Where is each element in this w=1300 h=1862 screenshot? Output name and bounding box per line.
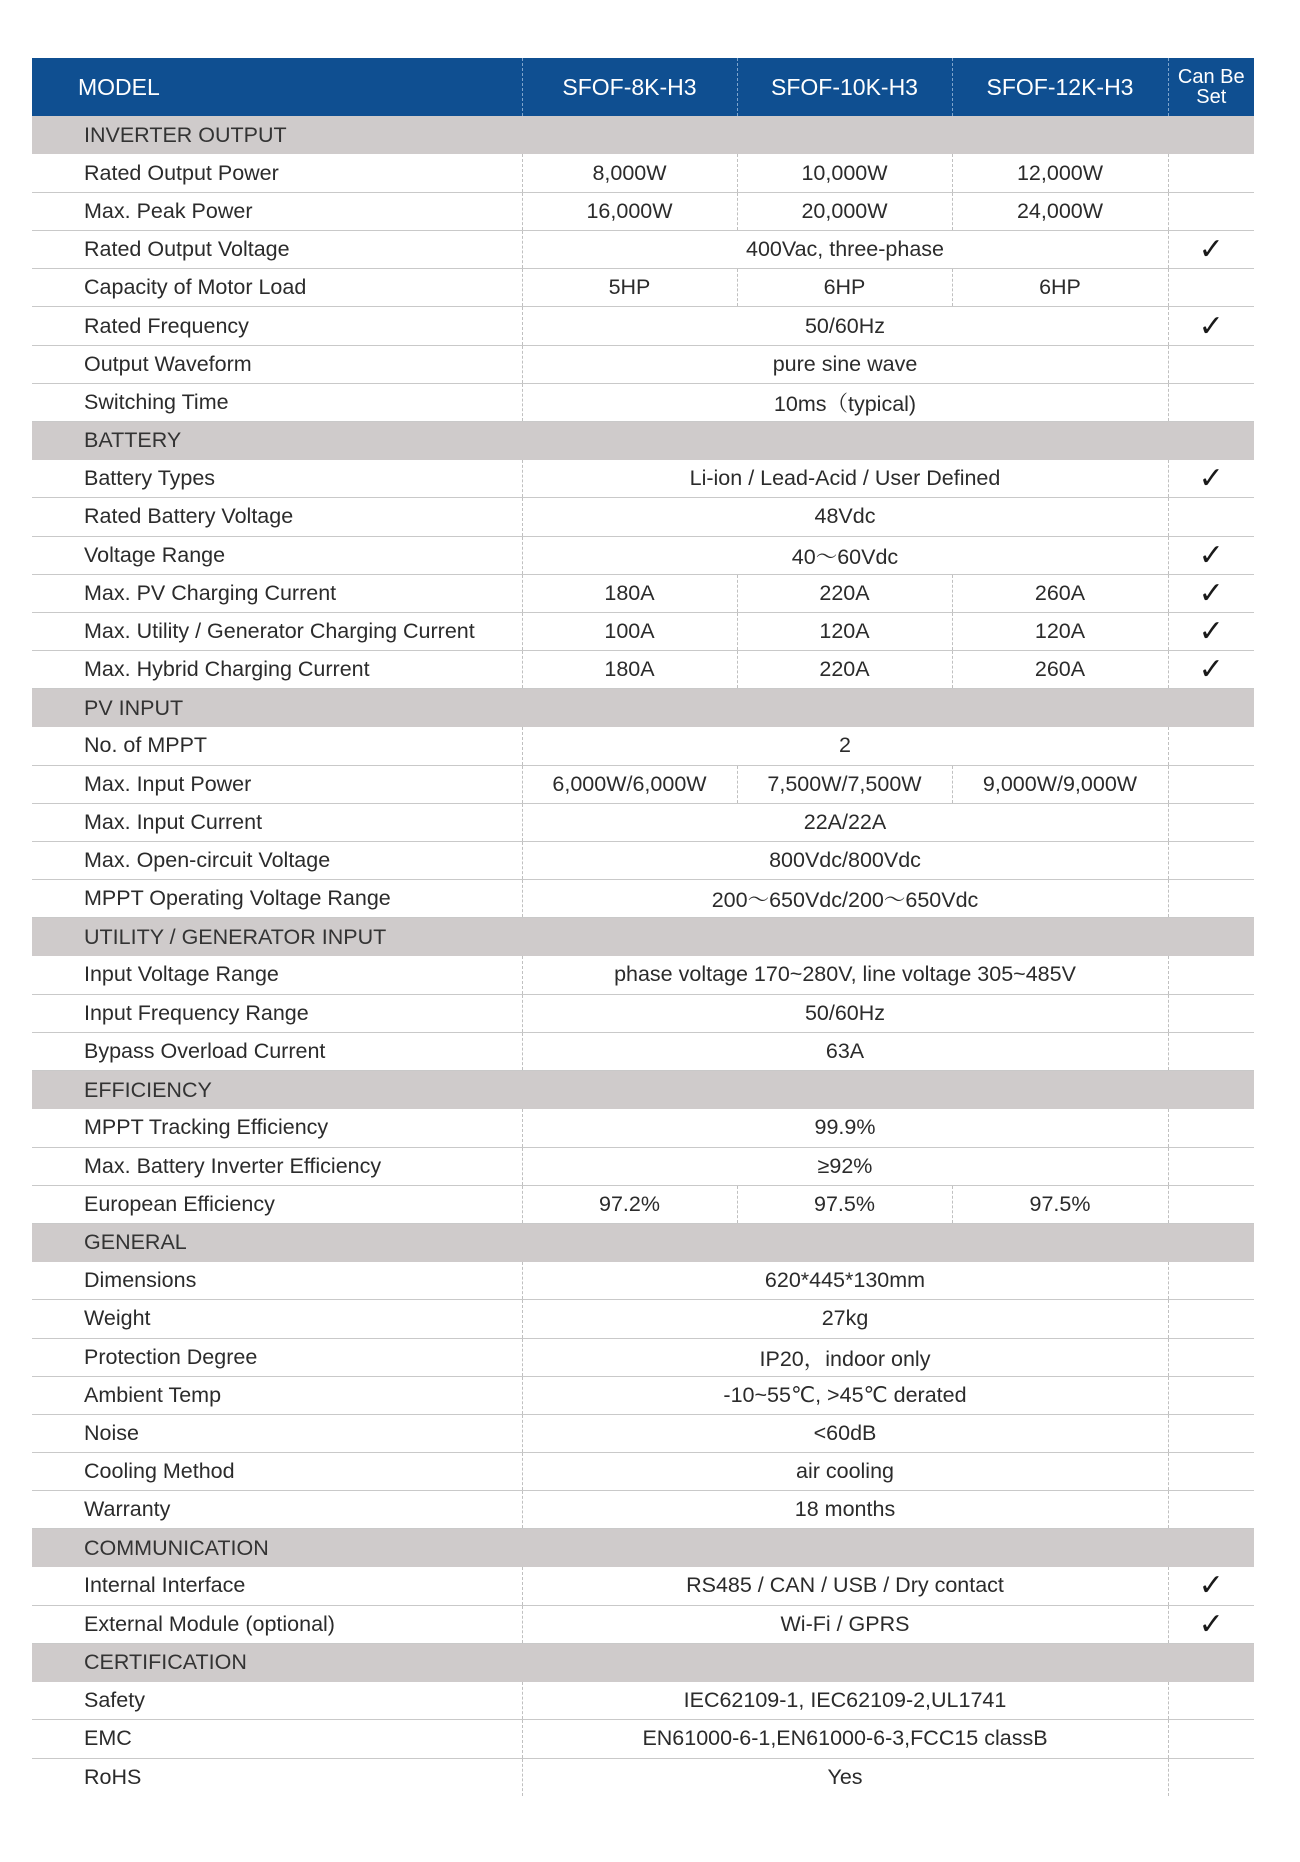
spec-table: [32, 58, 1254, 1796]
section-row: [32, 1529, 1254, 1567]
spec-row: [32, 1682, 1254, 1720]
spec-row: [32, 1300, 1254, 1338]
spec-value: Li-ion / Lead-Acid / User Defined: [522, 460, 1168, 498]
spec-row: [32, 154, 1254, 192]
spec-value: 99.9%: [522, 1109, 1168, 1147]
spec-value: 8,000W: [522, 154, 737, 192]
spec-value: 7,500W/7,500W: [737, 765, 952, 803]
spec-row: [32, 1109, 1254, 1147]
spec-row: [32, 727, 1254, 765]
settable-cell: [1168, 842, 1254, 880]
section-row: [32, 1071, 1254, 1109]
spec-value: air cooling: [522, 1453, 1168, 1491]
spec-value: 20,000W: [737, 192, 952, 230]
spec-row: [32, 880, 1254, 918]
settable-cell: [1168, 1682, 1254, 1720]
spec-row: [32, 574, 1254, 612]
spec-value: 120A: [952, 612, 1168, 650]
spec-row: [32, 1720, 1254, 1758]
spec-value: 800Vdc/800Vdc: [522, 842, 1168, 880]
section-row: [32, 1223, 1254, 1261]
settable-cell: [1168, 1147, 1254, 1185]
spec-label: Safety: [32, 1682, 522, 1720]
spec-label: EMC: [32, 1720, 522, 1758]
section-title: INVERTER OUTPUT: [32, 116, 1254, 154]
spec-value: 620*445*130mm: [522, 1262, 1168, 1300]
settable-cell: [1168, 154, 1254, 192]
header-row: [32, 58, 1254, 116]
spec-label: Max. Input Power: [32, 765, 522, 803]
spec-value: pure sine wave: [522, 345, 1168, 383]
spec-value: 220A: [737, 651, 952, 689]
spec-row: [32, 269, 1254, 307]
spec-value: 50/60Hz: [522, 994, 1168, 1032]
section-row: [32, 689, 1254, 727]
spec-label: Protection Degree: [32, 1338, 522, 1376]
spec-value: 180A: [522, 574, 737, 612]
spec-value: 22A/22A: [522, 803, 1168, 841]
spec-value: 48Vdc: [522, 498, 1168, 536]
settable-cell: [1168, 1758, 1254, 1796]
spec-value: 400Vac, three-phase: [522, 231, 1168, 269]
spec-label: Rated Battery Voltage: [32, 498, 522, 536]
spec-label: Max. Input Current: [32, 803, 522, 841]
spec-value: RS485 / CAN / USB / Dry contact: [522, 1567, 1168, 1605]
spec-label: MPPT Operating Voltage Range: [32, 880, 522, 918]
spec-value: 120A: [737, 612, 952, 650]
settable-cell: [1168, 1376, 1254, 1414]
spec-row: [32, 1758, 1254, 1796]
spec-value: 9,000W/9,000W: [952, 765, 1168, 803]
settable-cell: [1168, 803, 1254, 841]
spec-row: [32, 460, 1254, 498]
spec-row: [32, 1262, 1254, 1300]
spec-label: Noise: [32, 1414, 522, 1452]
spec-row: [32, 192, 1254, 230]
spec-row: [32, 994, 1254, 1032]
section-title: BATTERY: [32, 422, 1254, 460]
spec-row: [32, 1338, 1254, 1376]
spec-value: Wi-Fi / GPRS: [522, 1605, 1168, 1643]
spec-value: 27kg: [522, 1300, 1168, 1338]
spec-row: [32, 651, 1254, 689]
spec-value: <60dB: [522, 1414, 1168, 1452]
spec-row: [32, 307, 1254, 345]
spec-value: 12,000W: [952, 154, 1168, 192]
spec-label: Switching Time: [32, 383, 522, 421]
settable-cell: [1168, 1414, 1254, 1452]
spec-value: 6HP: [737, 269, 952, 307]
spec-label: RoHS: [84, 1764, 142, 1789]
spec-value: 97.5%: [952, 1185, 1168, 1223]
spec-row: [32, 1376, 1254, 1414]
model-name-header: SFOF-12K-H3: [952, 58, 1168, 116]
spec-label: Input Frequency Range: [32, 994, 522, 1032]
spec-label: Input Voltage Range: [32, 956, 522, 994]
spec-value: IP20，indoor only: [522, 1338, 1168, 1376]
checkmark-icon: ✓: [1168, 574, 1254, 612]
spec-row: [32, 1453, 1254, 1491]
spec-row: [32, 1414, 1254, 1452]
spec-row: [32, 1605, 1254, 1643]
spec-value: 6HP: [952, 269, 1168, 307]
spec-label: Max. Battery Inverter Efficiency: [32, 1147, 522, 1185]
spec-label: Voltage Range: [32, 536, 522, 574]
spec-value: EN61000-6-1,EN61000-6-3,FCC15 classB: [522, 1720, 1168, 1758]
spec-row: [32, 345, 1254, 383]
checkmark-icon: ✓: [1168, 1605, 1254, 1643]
spec-body: [32, 116, 1254, 1796]
section-row: [32, 116, 1254, 154]
settable-cell: [1168, 727, 1254, 765]
checkmark-icon: ✓: [1168, 307, 1254, 345]
settable-cell: [1168, 956, 1254, 994]
spec-label: MPPT Tracking Efficiency: [32, 1109, 522, 1147]
section-title: CERTIFICATION: [32, 1644, 1254, 1682]
settable-cell: [1168, 1338, 1254, 1376]
settable-cell: [1168, 192, 1254, 230]
spec-value: 40～60Vdc: [522, 536, 1168, 574]
spec-label: European Efficiency: [32, 1185, 522, 1223]
section-title: COMMUNICATION: [32, 1529, 1254, 1567]
section-title: EFFICIENCY: [32, 1071, 1254, 1109]
settable-cell: [1168, 1109, 1254, 1147]
spec-value: Yes: [522, 1758, 1168, 1796]
spec-value: 97.5%: [737, 1185, 952, 1223]
spec-row: [32, 1185, 1254, 1223]
section-row: [32, 918, 1254, 956]
spec-value: 220A: [737, 574, 952, 612]
section-title: UTILITY / GENERATOR INPUT: [32, 918, 1254, 956]
spec-row: [32, 1033, 1254, 1071]
can-be-set-header: [1168, 58, 1254, 116]
settable-cell: [1168, 1262, 1254, 1300]
spec-value: 10,000W: [737, 154, 952, 192]
spec-label: Internal Interface: [32, 1567, 522, 1605]
spec-value: 6,000W/6,000W: [522, 765, 737, 803]
settable-cell: [1168, 345, 1254, 383]
spec-label: Warranty: [32, 1491, 522, 1529]
spec-row: [32, 956, 1254, 994]
section-row: [32, 422, 1254, 460]
spec-label: Bypass Overload Current: [32, 1033, 522, 1071]
settable-cell: [1168, 1491, 1254, 1529]
spec-label: Battery Types: [32, 460, 522, 498]
spec-row: [32, 803, 1254, 841]
spec-label: Rated Frequency: [32, 307, 522, 345]
spec-value: IEC62109-1, IEC62109-2,UL1741: [522, 1682, 1168, 1720]
spec-label: Max. Peak Power: [32, 192, 522, 230]
settable-cell: [1168, 880, 1254, 918]
spec-row: [32, 383, 1254, 421]
spec-value: phase voltage 170~280V, line voltage 305~485V: [522, 956, 1168, 994]
spec-value: 100A: [522, 612, 737, 650]
spec-label: Ambient Temp: [32, 1376, 522, 1414]
checkmark-icon: ✓: [1168, 536, 1254, 574]
spec-label: Output Waveform: [32, 345, 522, 383]
settable-cell: [1168, 1453, 1254, 1491]
spec-label: Max. Open-circuit Voltage: [32, 842, 522, 880]
spec-row: [32, 498, 1254, 536]
spec-label: Dimensions: [32, 1262, 522, 1300]
section-row: [32, 1644, 1254, 1682]
spec-value: ≥92%: [522, 1147, 1168, 1185]
spec-sheet: [32, 58, 1254, 1796]
spec-row: [32, 536, 1254, 574]
settable-cell: [1168, 1033, 1254, 1071]
spec-label: Capacity of Motor Load: [32, 269, 522, 307]
spec-value: 2: [522, 727, 1168, 765]
spec-value: 50/60Hz: [522, 307, 1168, 345]
model-name-header: SFOF-8K-H3: [522, 58, 737, 116]
spec-label: Rated Output Voltage: [32, 231, 522, 269]
settable-cell: [1168, 1185, 1254, 1223]
spec-value: 5HP: [522, 269, 737, 307]
spec-value: 16,000W: [522, 192, 737, 230]
model-name-header: SFOF-10K-H3: [737, 58, 952, 116]
spec-label: No. of MPPT: [32, 727, 522, 765]
spec-row: [32, 1567, 1254, 1605]
model-header: MODEL: [32, 58, 522, 116]
checkmark-icon: ✓: [1168, 612, 1254, 650]
settable-cell: [1168, 1720, 1254, 1758]
checkmark-icon: ✓: [1168, 231, 1254, 269]
spec-value: 63A: [522, 1033, 1168, 1071]
checkmark-icon: ✓: [1168, 1567, 1254, 1605]
spec-label: Max. Utility / Generator Charging Current: [32, 612, 522, 650]
spec-value: 97.2%: [522, 1185, 737, 1223]
spec-value: 180A: [522, 651, 737, 689]
spec-value: 18 months: [522, 1491, 1168, 1529]
section-title: GENERAL: [32, 1223, 1254, 1261]
spec-row: [32, 231, 1254, 269]
spec-value: 260A: [952, 651, 1168, 689]
settable-cell: [1168, 383, 1254, 421]
section-title: PV INPUT: [32, 689, 1254, 727]
spec-row: [32, 842, 1254, 880]
spec-value: 10ms（typical): [522, 383, 1168, 421]
settable-cell: [1168, 1300, 1254, 1338]
spec-value: -10~55℃, >45℃ derated: [522, 1376, 1168, 1414]
spec-row: [32, 765, 1254, 803]
can-be-set-line1: Can Be: [1177, 66, 1245, 88]
can-be-set-line2: Set: [1196, 86, 1227, 108]
spec-label: Max. Hybrid Charging Current: [32, 651, 522, 689]
spec-label: Rated Output Power: [32, 154, 522, 192]
spec-row: [32, 1491, 1254, 1529]
settable-cell: [1168, 994, 1254, 1032]
spec-label: External Module (optional): [32, 1605, 522, 1643]
checkmark-icon: ✓: [1168, 460, 1254, 498]
spec-label: Max. PV Charging Current: [32, 574, 522, 612]
spec-value: 24,000W: [952, 192, 1168, 230]
settable-cell: [1168, 498, 1254, 536]
spec-row: [32, 612, 1254, 650]
settable-cell: [1168, 269, 1254, 307]
checkmark-icon: ✓: [1168, 651, 1254, 689]
spec-value: 260A: [952, 574, 1168, 612]
spec-value: 200～650Vdc/200～650Vdc: [522, 880, 1168, 918]
spec-row: [32, 1147, 1254, 1185]
settable-cell: [1168, 765, 1254, 803]
spec-label: Cooling Method: [32, 1453, 522, 1491]
spec-label: Weight: [32, 1300, 522, 1338]
